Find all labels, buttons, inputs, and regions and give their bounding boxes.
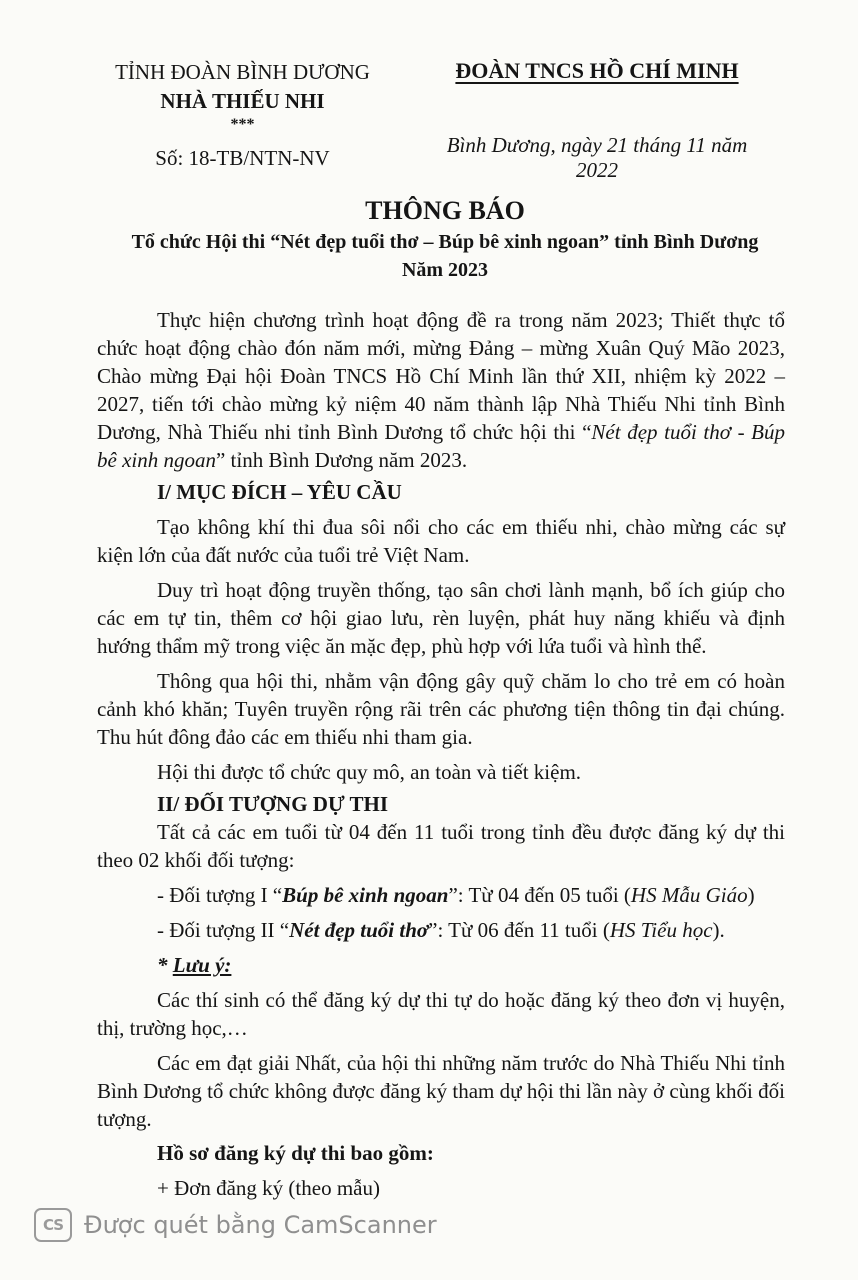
document-subtitle: Tổ chức Hội thi “Nét đẹp tuổi thơ – Búp bê xinh ngoan” tỉnh Bình Dương <box>131 231 759 253</box>
docs-heading: Hồ sơ đăng ký dự thi bao gồm: <box>157 1141 434 1165</box>
group-2-level: HS Tiểu học <box>609 918 713 942</box>
note-paragraph-2: Các em đạt giải Nhất, của hội thi những năm trước do Nhà Thiếu Nhi tỉnh Bình Dương tổ chức không được đăng ký tham dự hội thi lần này ở cùng khối đối tượng. <box>97 1051 785 1131</box>
section1-paragraph-3: Thông qua hội thi, nhằm vận động gây quỹ chăm lo cho trẻ em có hoàn cảnh khó khăn; Tuyên truyền rộng rãi trên các phương tiện thông tin đại chúng. Thu hút đông đảo các em thiếu nhi tham gia. <box>97 669 785 749</box>
left-org: TỈNH ĐOÀN BÌNH DƯƠNG <box>115 60 370 84</box>
group-2-prefix: - Đối tượng II “ <box>157 918 290 942</box>
group-1-name: Búp bê xinh ngoan <box>282 883 449 907</box>
group-1-line <box>97 881 785 909</box>
group-1-prefix: - Đối tượng I “ <box>157 883 283 907</box>
header-left <box>100 58 385 173</box>
note-paragraph-1: Các thí sinh có thể đăng ký dự thi tự do hoặc đăng ký theo đơn vị huyện, thị, trường học,… <box>97 988 785 1040</box>
group-2-mid: ”: Từ 06 đến 11 tuổi ( <box>428 918 610 942</box>
section1-paragraph-2: Duy trì hoạt động truyền thống, tạo sân chơi lành mạnh, bổ ích giúp cho các em tự tin, thêm cơ hội giao lưu, rèn luyện, phát huy năng khiếu và định hướng thẩm mỹ trong việc ăn mặc đẹp, phù hợp với lứa tuổi và hình thể. <box>97 578 785 658</box>
intro-text-end: ” tỉnh Bình Dương năm 2023. <box>215 448 468 472</box>
intro-contest-name: Nét đẹp tuổi thơ - Búp bê xinh ngoan <box>97 420 786 472</box>
title-block <box>100 194 790 284</box>
date-line: Bình Dương, ngày 21 tháng 11 năm 2022 <box>446 133 748 182</box>
note-heading <box>97 951 785 979</box>
section2-paragraph-1: Tất cả các em tuổi từ 04 đến 11 tuổi trong tỉnh đều được đăng ký dự thi theo 02 khối đối tượng: <box>97 820 785 872</box>
right-org: ĐOÀN TNCS HỒ CHÍ MINH <box>455 58 739 83</box>
header-right <box>432 56 762 183</box>
intro-text: Thực hiện chương trình hoạt động đề ra trong năm 2023; Thiết thực tổ chức hoạt động chào đón năm mới, mừng Đảng – mừng Xuân Quý Mão 2023, Chào mừng Đại hội Đoàn TNCS Hồ Chí Minh lần thứ XII, nhiệm kỳ 2022 – 2027, tiến tới chào mừng kỷ niệm 40 năm thành lập Nhà Thiếu Nhi tỉnh Bình Dương, Nhà Thiếu nhi tỉnh Bình Dương tổ chức hội thi “ <box>97 308 785 444</box>
group-1-mid: ”: Từ 04 đến 05 tuổi ( <box>448 883 631 907</box>
section1-paragraph-4: Hội thi được tổ chức quy mô, an toàn và tiết kiệm. <box>157 760 582 784</box>
document-title: THÔNG BÁO <box>365 196 525 225</box>
note-label: Lưu ý: <box>172 953 232 977</box>
group-1-level: HS Mẫu Giáo <box>630 883 748 907</box>
left-suborg: NHÀ THIẾU NHI <box>160 89 325 113</box>
camscanner-watermark <box>34 1208 437 1242</box>
doc-number: Số: 18-TB/NTN-NV <box>155 146 330 170</box>
section1-heading: I/ MỤC ĐÍCH – YÊU CẦU <box>157 480 402 504</box>
document-year: Năm 2023 <box>401 259 489 281</box>
camscanner-text: Được quét bằng CamScanner <box>84 1211 437 1239</box>
camscanner-logo-icon: CS <box>34 1208 72 1242</box>
group-1-end: ) <box>747 883 755 907</box>
document-body <box>97 306 785 1202</box>
group-2-name: Nét đẹp tuổi thơ <box>289 918 429 942</box>
section1-paragraph-1: Tạo không khí thi đua sôi nổi cho các em thiếu nhi, chào mừng các sự kiện lớn của đất nước của tuổi trẻ Việt Nam. <box>97 515 785 567</box>
group-2-line <box>97 916 785 944</box>
section2-heading: II/ ĐỐI TƯỢNG DỰ THI <box>157 792 389 816</box>
left-stars: *** <box>230 116 255 133</box>
intro-paragraph <box>97 306 785 474</box>
docs-item-1: + Đơn đăng ký (theo mẫu) <box>157 1176 380 1200</box>
group-2-end: ). <box>712 918 725 942</box>
note-star: * <box>157 953 173 977</box>
